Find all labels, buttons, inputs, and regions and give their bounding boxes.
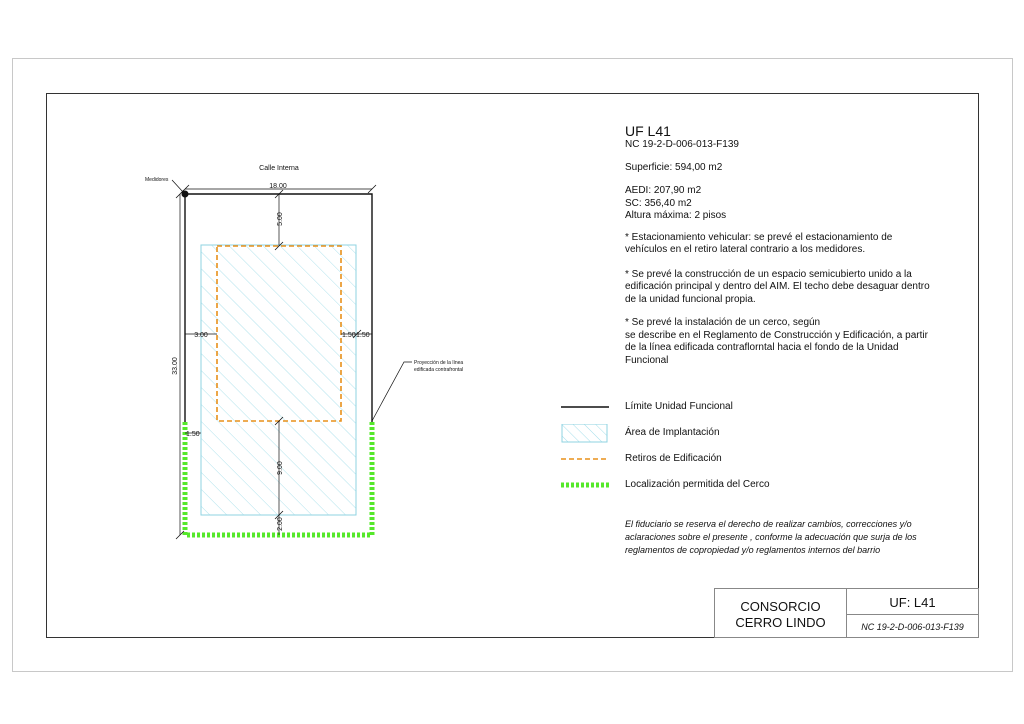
disclaimer-line1: El fiduciario se reserva el derecho de realizar cambios, correcciones y/o (625, 519, 912, 529)
note-semicovered-line1: * Se prevé la construcción de un espacio semicubierto unido a la (625, 268, 912, 280)
note-parking-line2: vehículos en el retiro lateral contrario a los medidores. (625, 244, 866, 255)
legend-label-boundary: Límite Unidad Funcional (625, 401, 733, 412)
lot-info-panel (625, 123, 955, 367)
dim-side-small-label: 1.50 (186, 431, 200, 438)
hatched-area-icon (561, 424, 609, 444)
note-semicovered-line3: de la unidad funcional propia. (625, 293, 756, 305)
legend-item-boundary (561, 398, 891, 418)
meters-label: Medidores (145, 177, 169, 183)
disclaimer-line2: aclaraciones sobre el presente , conforme la adecuación que surja de los (625, 532, 917, 542)
title-block-uf: UF: L41 (846, 588, 979, 615)
note-fence-line3: de la línea edificada contraflorntal hacia el fondo de la Unidad (625, 342, 899, 353)
dim-depth-label: 33.00 (172, 357, 179, 375)
boundary-line-icon (561, 398, 609, 418)
lot-surface: Superficie: 594,00 m2 (625, 161, 723, 173)
title-block-nc: NC 19-2-D-006-013-F139 (846, 614, 979, 638)
projection-leader (372, 362, 412, 421)
note-parking-line1: * Estacionamiento vehicular: se prevé el estacionamiento de (625, 231, 893, 243)
street-label: Calle Interna (259, 165, 299, 172)
lot-max-height: Altura máxima: 2 pisos (625, 210, 727, 221)
legend-label-implantation: Área de Implantación (625, 427, 720, 438)
legend-item-setback (561, 450, 891, 470)
projection-note-line1: Proyección de la línea (414, 360, 464, 366)
dim-back-label: 2.00 (277, 517, 284, 531)
disclaimer-line3: reglamentos de copropiedad y/o reglamentos internos del barrio (625, 545, 881, 555)
legend-item-implantation (561, 424, 891, 444)
note-fence-line2: se describe en el Reglamento de Construcción y Edificación, a partir (625, 329, 928, 341)
meters-leader (172, 180, 183, 192)
note-semicovered-line2: edificación principal y dentro del AIM. El techo debe desaguar dentro (625, 281, 930, 292)
dim-front-label: 5.00 (277, 212, 284, 226)
note-fence-line1: * Se prevé la instalación de un cerco, según (625, 317, 821, 328)
dotted-fence-icon (561, 476, 609, 496)
legend-label-setback: Retiros de Edificación (625, 453, 722, 464)
organization-line2: CERRO LINDO (735, 615, 826, 630)
legend-label-fence: Localización permitida del Cerco (625, 479, 770, 490)
dim-rear-label: 9.00 (277, 461, 284, 475)
title-block-organization (714, 588, 847, 638)
note-fence-line4: Funcional (625, 354, 669, 366)
lot-sc: SC: 356,40 m2 (625, 197, 692, 209)
disclaimer (625, 518, 935, 557)
dim-left-label: 3.00 (194, 332, 208, 339)
organization-line1: CONSORCIO (740, 599, 821, 614)
lot-aedi: AEDI: 207,90 m2 (625, 185, 702, 196)
lot-nc: NC 19-2-D-006-013-F139 (625, 139, 739, 150)
dashed-line-icon (561, 450, 609, 470)
lot-title: UF L41 (625, 123, 671, 139)
dim-right-a-label: 1.50 (342, 332, 356, 339)
projection-note-line2: edificada contrafrontal (414, 367, 464, 373)
dim-width-label: 18.00 (269, 183, 287, 190)
dim-right-b-label: 1.50 (356, 332, 370, 339)
legend-item-fence (561, 476, 891, 496)
